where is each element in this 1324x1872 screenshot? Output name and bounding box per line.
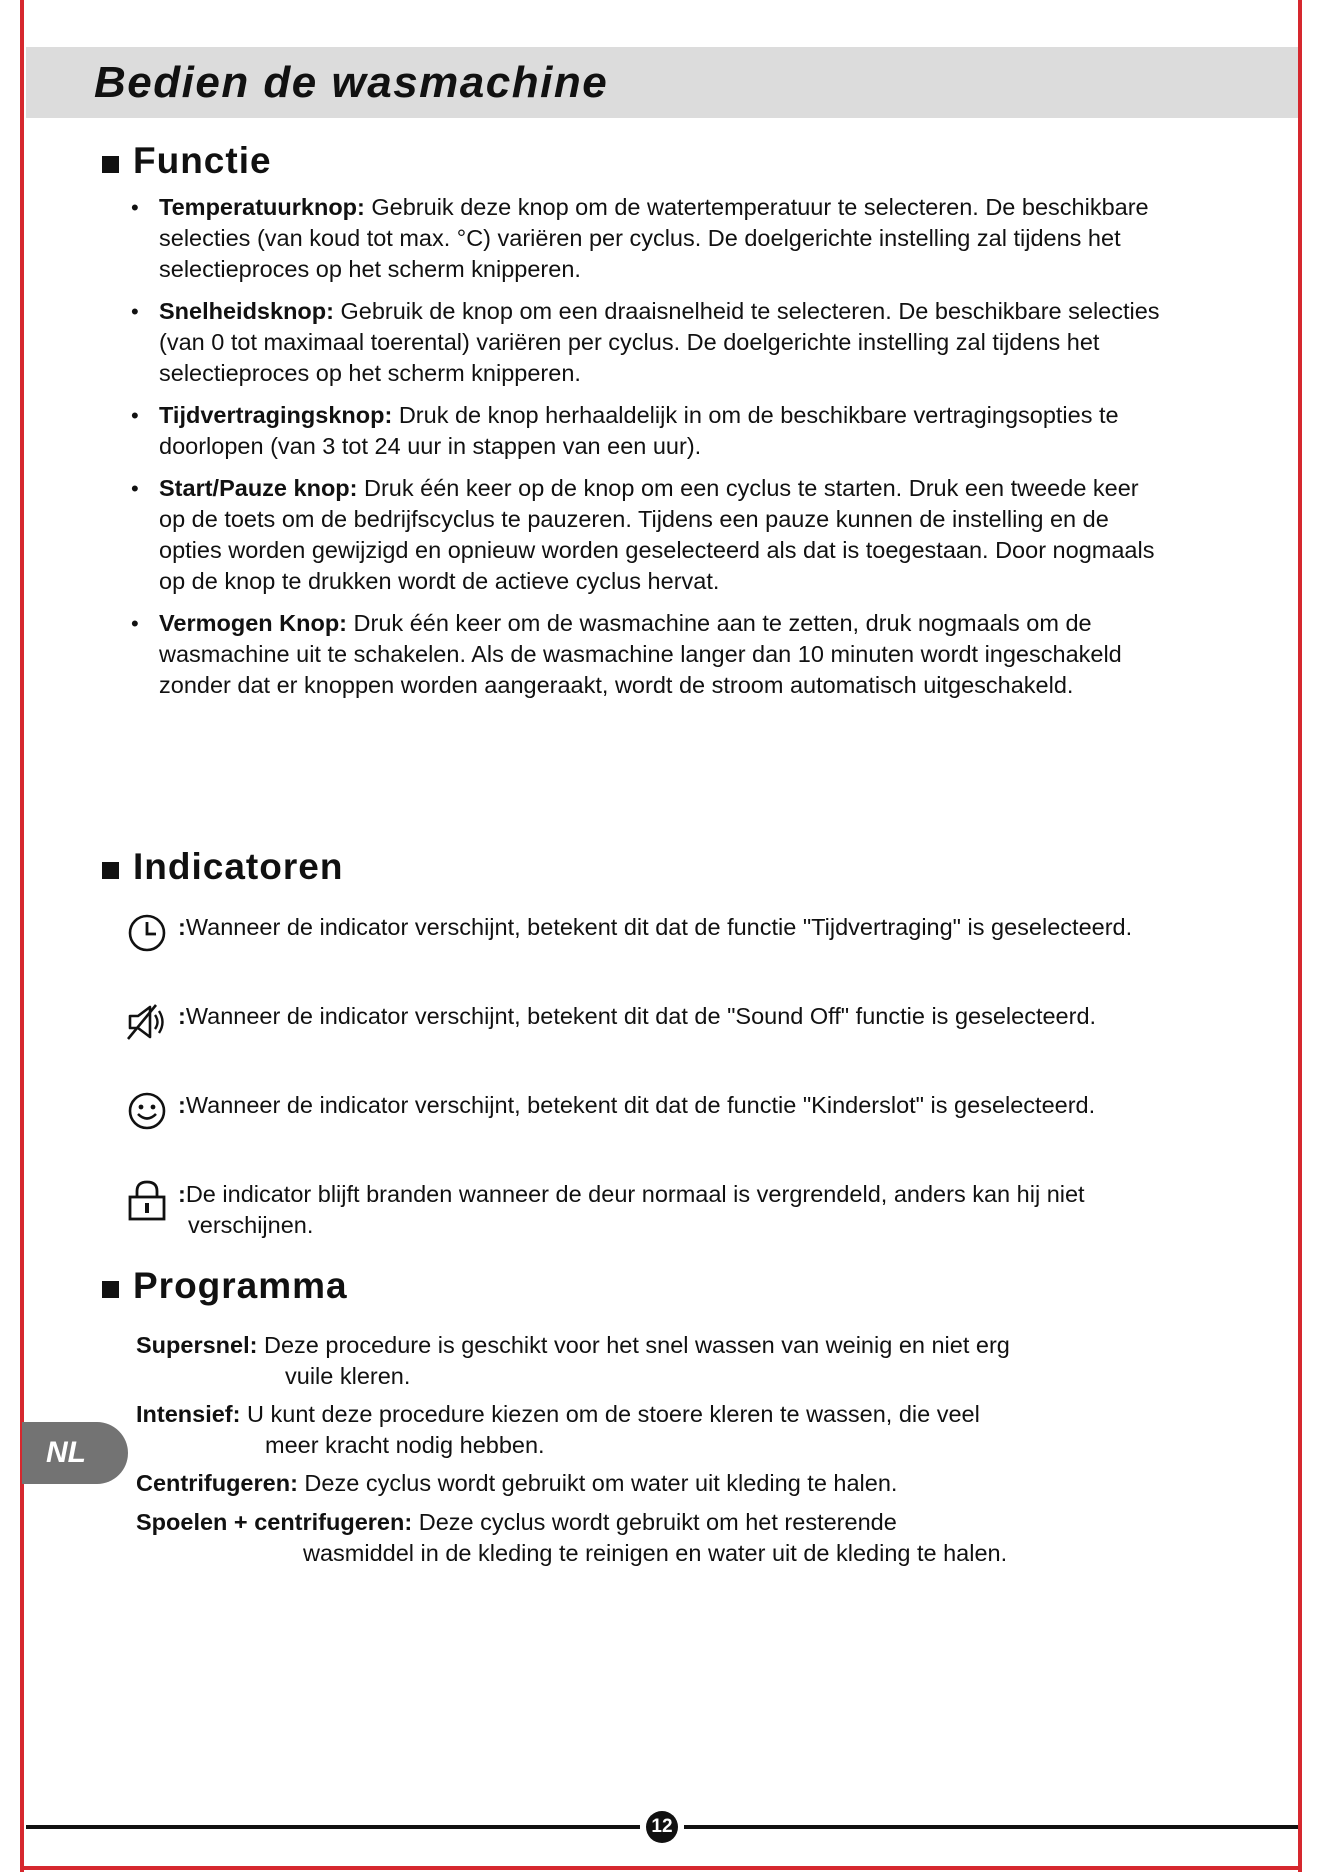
program-term: Spoelen + centrifugeren: xyxy=(136,1509,413,1535)
program-item xyxy=(136,1507,1176,1569)
program-text: Deze cyclus wordt gebruikt om water uit kleding te halen. xyxy=(297,1470,898,1496)
program-text-continued: wasmiddel in de kleding te reinigen en water uit de kleding te halen. xyxy=(303,1540,1008,1566)
section-heading-functie xyxy=(102,140,272,182)
footer-rule-right xyxy=(684,1825,1298,1829)
colon: : xyxy=(178,1092,186,1118)
colon: : xyxy=(178,914,186,940)
item-text: Druk één keer op de knop om een cyclus te starten. Druk een tweede keer op de toets om de bedrijfscyclus te pauzeren. Tijdens een pauze kunnen de instelling en de opties worden gewijzigd en opnieuw worden geselecteerd als dat is toegestaan. Door nogmaals op de knop te drukken wordt de actieve cyclus hervat. xyxy=(159,475,1155,594)
program-item xyxy=(136,1468,1176,1499)
program-term: Centrifugeren: xyxy=(136,1470,298,1496)
functie-list xyxy=(128,192,1168,712)
program-item xyxy=(136,1399,1176,1461)
bullet-dot-icon: • xyxy=(131,611,139,636)
clock-icon xyxy=(126,912,168,954)
indicator-description: Wanneer de indicator verschijnt, betekent dit dat de functie "Tijdvertraging" is geselecteerd. xyxy=(185,914,1133,940)
indicator-description: Wanneer de indicator verschijnt, betekent dit dat de functie "Kinderslot" is geselecteerd. xyxy=(185,1092,1096,1118)
item-text: Gebruik deze knop om de watertemperatuur te selecteren. De beschikbare selecties (van koud tot max. °C) variëren per cyclus. De doelgerichte instelling zal tijdens het selectieproces op het scherm knipperen. xyxy=(159,194,1149,282)
bullet-dot-icon: • xyxy=(131,299,139,324)
indicator-text xyxy=(178,1090,1188,1121)
item-term: Vermogen Knop: xyxy=(159,610,348,636)
page-title: Bedien de wasmachine xyxy=(94,58,609,107)
list-item xyxy=(128,400,1168,462)
door-lock-icon xyxy=(126,1179,168,1221)
square-bullet-icon xyxy=(102,1281,119,1298)
footer-rule-left xyxy=(26,1825,640,1829)
list-item xyxy=(128,473,1168,597)
list-item xyxy=(128,296,1168,389)
item-text: Druk de knop herhaaldelijk in om de beschikbare vertragingsopties te doorlopen (van 3 tot 24 uur in stappen van een uur). xyxy=(159,402,1119,459)
child-lock-smiley-icon xyxy=(126,1090,168,1132)
program-item xyxy=(136,1330,1176,1392)
bullet-dot-icon: • xyxy=(131,476,139,501)
colon: : xyxy=(178,1003,186,1029)
program-text: Deze procedure is geschikt voor het snel wassen van weinig en niet erg xyxy=(257,1332,1010,1358)
section-heading-indicatoren xyxy=(102,846,343,888)
indicator-description: De indicator blijft branden wanneer de deur normaal is vergrendeld, anders kan hij niet verschijnen. xyxy=(185,1181,1085,1238)
bullet-dot-icon: • xyxy=(131,195,139,220)
item-term: Tijdvertragingsknop: xyxy=(159,402,393,428)
item-term: Snelheidsknop: xyxy=(159,298,334,324)
indicator-text xyxy=(178,1179,1188,1241)
program-text-continued: meer kracht nodig hebben. xyxy=(265,1432,545,1458)
item-term: Start/Pauze knop: xyxy=(159,475,358,501)
section-heading-programma xyxy=(102,1265,348,1307)
language-tab: NL xyxy=(22,1422,128,1484)
item-text: Gebruik de knop om een draaisnelheid te selecteren. De beschikbare selecties (van 0 tot maximaal toerental) variëren per cyclus. De doelgerichte instelling zal tijdens het selectieproces op het scherm knipperen. xyxy=(159,298,1160,386)
colon: : xyxy=(178,1181,186,1207)
square-bullet-icon xyxy=(102,156,119,173)
indicator-text xyxy=(178,1001,1188,1032)
program-text: Deze cyclus wordt gebruikt om het resterende xyxy=(412,1509,897,1535)
square-bullet-icon xyxy=(102,862,119,879)
program-text: U kunt deze procedure kiezen om de stoere kleren te wassen, die veel xyxy=(240,1401,980,1427)
left-red-border xyxy=(20,0,24,1872)
program-term: Intensief: xyxy=(136,1401,241,1427)
program-term: Supersnel: xyxy=(136,1332,258,1358)
section-title: Functie xyxy=(133,140,272,181)
sound-off-icon xyxy=(126,1001,168,1043)
item-text: Druk één keer om de wasmachine aan te zetten, druk nogmaals om de wasmachine uit te schakelen. Als de wasmachine langer dan 10 minuten wordt ingeschakeld zonder dat er knoppen worden aangeraakt, wordt de stroom automatisch uitgeschakeld. xyxy=(159,610,1122,698)
section-title: Indicatoren xyxy=(133,846,344,887)
bullet-dot-icon: • xyxy=(131,403,139,428)
section-title: Programma xyxy=(133,1265,348,1306)
page-number: 12 xyxy=(646,1811,678,1843)
program-text-continued: vuile kleren. xyxy=(285,1363,411,1389)
right-red-border xyxy=(1298,0,1302,1872)
indicator-description: Wanneer de indicator verschijnt, betekent dit dat de "Sound Off" functie is geselecteerd. xyxy=(185,1003,1097,1029)
list-item xyxy=(128,192,1168,285)
bottom-red-border xyxy=(20,1866,1302,1870)
indicator-text xyxy=(178,912,1188,943)
item-term: Temperatuurknop: xyxy=(159,194,365,220)
list-item xyxy=(128,608,1168,701)
